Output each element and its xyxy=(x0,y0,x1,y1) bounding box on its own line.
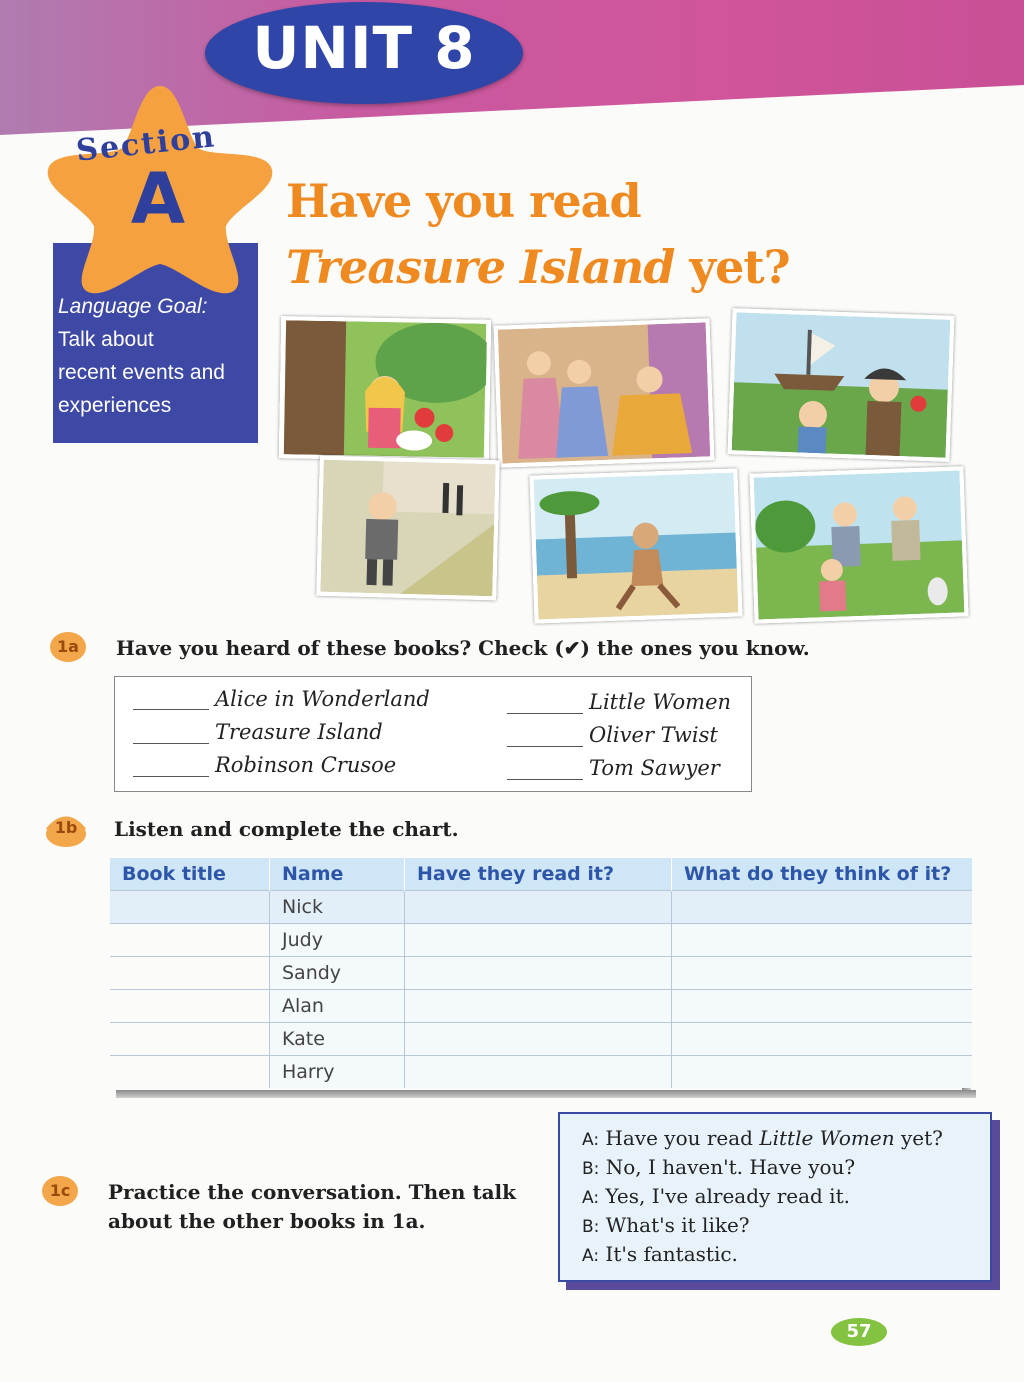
conversation-line xyxy=(582,1184,850,1208)
book-title-cell[interactable] xyxy=(110,1023,270,1056)
table-row xyxy=(110,1023,972,1056)
listening-chart xyxy=(110,858,972,1098)
book-title-cell[interactable] xyxy=(110,891,270,924)
answer-cell[interactable] xyxy=(672,990,973,1023)
conversation-line xyxy=(582,1126,943,1150)
header-have-read: Have they read it? xyxy=(405,858,672,891)
book-item: Little Women xyxy=(589,690,732,714)
check-blank[interactable] xyxy=(133,743,209,744)
alice-illustration xyxy=(279,316,491,462)
book-item: Treasure Island xyxy=(215,720,383,744)
conversation-book: Little Women xyxy=(759,1126,895,1150)
answer-cell[interactable] xyxy=(672,891,973,924)
activity-1c-line: Practice the conversation. Then talk xyxy=(108,1180,516,1204)
speaker-label: B: xyxy=(582,1159,600,1179)
name-cell: Alan xyxy=(270,990,405,1023)
answer-cell[interactable] xyxy=(405,990,672,1023)
activity-1b-badge: 1b xyxy=(54,818,78,837)
tom-sawyer-illustration xyxy=(749,466,968,623)
speaker-label: A: xyxy=(582,1130,600,1150)
book-item: Alice in Wonderland xyxy=(215,687,430,711)
robinson-crusoe-illustration xyxy=(529,468,742,623)
activity-1b-instruction: Listen and complete the chart. xyxy=(114,817,459,841)
book-title-cell[interactable] xyxy=(110,990,270,1023)
name-cell: Judy xyxy=(270,924,405,957)
language-goal-label: Language Goal: xyxy=(58,295,208,318)
conversation-line xyxy=(582,1155,855,1179)
conversation-text: yet? xyxy=(894,1126,943,1150)
conversation-text: What's it like? xyxy=(599,1213,750,1237)
book-title-cell[interactable] xyxy=(110,924,270,957)
check-blank[interactable] xyxy=(507,779,583,780)
answer-cell[interactable] xyxy=(672,1023,973,1056)
header-name: Name xyxy=(270,858,405,891)
conversation-text: No, I haven't. Have you? xyxy=(599,1155,856,1179)
name-cell: Harry xyxy=(270,1056,405,1089)
page-title-rest: yet? xyxy=(674,240,790,294)
check-blank[interactable] xyxy=(507,746,583,747)
table-row xyxy=(110,957,972,990)
activity-1a-badge: 1a xyxy=(50,632,86,662)
little-women-illustration xyxy=(494,318,715,467)
section-letter: A xyxy=(130,158,186,240)
header-book-title: Book title xyxy=(110,858,270,891)
speaker-label: B: xyxy=(582,1217,600,1237)
unit-title: UNIT 8 xyxy=(252,14,476,82)
name-cell: Kate xyxy=(270,1023,405,1056)
section-label: Section xyxy=(74,119,218,169)
activity-1c-instruction xyxy=(108,1178,516,1236)
answer-cell[interactable] xyxy=(405,924,672,957)
speaker-label: A: xyxy=(582,1188,600,1208)
language-goal-line: recent events and xyxy=(58,361,225,384)
check-blank[interactable] xyxy=(507,713,583,714)
table-row xyxy=(110,924,972,957)
book-title-cell[interactable] xyxy=(110,1056,270,1089)
answer-cell[interactable] xyxy=(672,957,973,990)
conversation-line xyxy=(582,1242,738,1266)
page-title-book: Treasure Island xyxy=(286,240,675,294)
speaker-label: A: xyxy=(582,1246,600,1266)
activity-1a-instruction: Have you heard of these books? Check (✔) the ones you know. xyxy=(116,636,810,660)
table-row xyxy=(110,990,972,1023)
language-goal-line: experiences xyxy=(58,394,172,417)
answer-cell[interactable] xyxy=(672,1056,973,1089)
conversation-text: It's fantastic. xyxy=(599,1242,738,1266)
table-row xyxy=(110,891,972,924)
oliver-twist-illustration xyxy=(316,456,500,601)
treasure-island-illustration xyxy=(728,308,955,462)
language-goal-line: Talk about xyxy=(58,328,154,351)
page-title-line1: Have you read xyxy=(286,174,641,228)
book-item: Robinson Crusoe xyxy=(215,753,397,777)
activity-1c-line: about the other books in 1a. xyxy=(108,1209,426,1233)
language-goal-text xyxy=(58,290,253,422)
answer-cell[interactable] xyxy=(405,957,672,990)
check-blank[interactable] xyxy=(133,709,209,710)
activity-1c-badge: 1c xyxy=(42,1176,78,1206)
table-row xyxy=(110,1056,972,1089)
book-item: Oliver Twist xyxy=(589,723,718,747)
book-title-cell[interactable] xyxy=(110,957,270,990)
books-checklist xyxy=(114,676,752,792)
name-cell: Nick xyxy=(270,891,405,924)
answer-cell[interactable] xyxy=(405,1023,672,1056)
answer-cell[interactable] xyxy=(405,1056,672,1089)
answer-cell[interactable] xyxy=(672,924,973,957)
page-title xyxy=(286,168,986,300)
header-opinion: What do they think of it? xyxy=(672,858,973,891)
page-number: 57 xyxy=(831,1318,887,1346)
conversation-text: Yes, I've already read it. xyxy=(599,1184,850,1208)
answer-cell[interactable] xyxy=(405,891,672,924)
name-cell: Sandy xyxy=(270,957,405,990)
conversation-box xyxy=(558,1112,992,1282)
book-item: Tom Sawyer xyxy=(589,756,720,780)
conversation-text: Have you read xyxy=(599,1126,760,1150)
conversation-line xyxy=(582,1213,750,1237)
check-blank[interactable] xyxy=(133,776,209,777)
